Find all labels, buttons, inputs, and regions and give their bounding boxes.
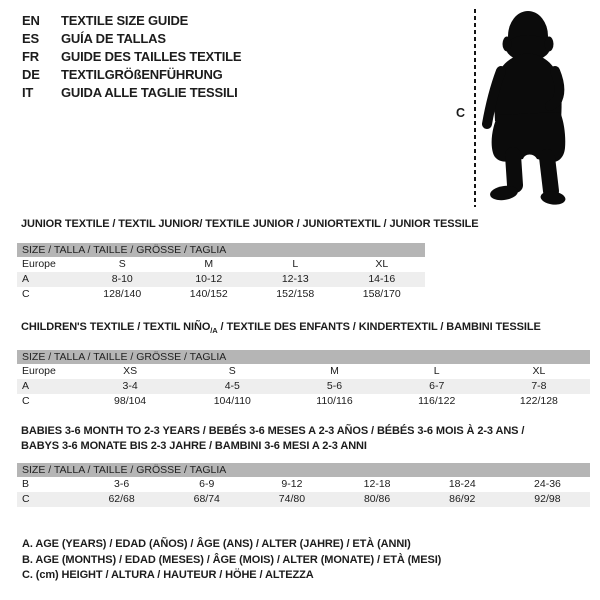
language-row-fr	[22, 48, 241, 66]
age-cell: 12-13	[281, 273, 309, 285]
table-row-height	[17, 394, 590, 409]
height-cell: 62/68	[108, 493, 135, 505]
table-row-age	[17, 379, 590, 394]
size-cell: L	[292, 258, 299, 270]
row-label: C	[22, 288, 30, 300]
language-title: GUÍA DE TALLAS	[61, 31, 166, 46]
language-title: GUIDA ALLE TAGLIE TESSILI	[61, 85, 238, 100]
language-row-en	[22, 12, 241, 30]
months-cell: 9-12	[281, 478, 303, 490]
height-cell: 86/92	[449, 493, 476, 505]
children-section-title	[21, 321, 541, 335]
children-title-post: / TEXTILE DES ENFANTS / KINDERTEXTIL / BAMBINI TESSILE	[217, 321, 541, 333]
table-row-height	[17, 287, 425, 302]
row-label: Europe	[22, 258, 56, 270]
junior-section-title: JUNIOR TEXTILE / TEXTIL JUNIOR/ TEXTILE JUNIOR / JUNIORTEXTIL / JUNIOR TESSILE	[21, 218, 479, 230]
language-code: DE	[22, 67, 40, 82]
months-cell: 3-6	[113, 478, 130, 490]
language-title: TEXTILE SIZE GUIDE	[61, 13, 189, 28]
months-cell: 6-9	[199, 478, 215, 490]
children-title-subscript: /A	[210, 326, 218, 336]
table-row-months	[17, 477, 590, 492]
table-row-europe	[17, 364, 590, 379]
age-cell: 14-16	[368, 273, 396, 285]
language-code: EN	[22, 13, 40, 28]
junior-size-table	[17, 243, 425, 302]
row-label: Europe	[22, 365, 56, 377]
language-row-es	[22, 30, 241, 48]
height-cell: 68/74	[193, 493, 220, 505]
months-cell: 18-24	[448, 478, 476, 490]
language-row-it	[22, 84, 241, 102]
age-cell: 5-6	[326, 380, 343, 392]
months-cell: 12-18	[363, 478, 391, 490]
height-cell: 74/80	[278, 493, 306, 505]
height-cell: 116/122	[418, 395, 456, 407]
age-cell: 10-12	[195, 273, 223, 285]
height-cell: 80/86	[363, 493, 391, 505]
age-cell: 3-4	[122, 380, 138, 392]
babies-section-title	[21, 424, 524, 453]
size-cell: XL	[532, 365, 546, 377]
footnote-c: C. (cm) HEIGHT / ALTURA / HAUTEUR / HÖHE / ALTEZZA	[22, 569, 314, 581]
height-cell: 98/104	[114, 395, 147, 407]
baby-silhouette-image	[482, 9, 566, 207]
babies-title-line2: BABYS 3-6 MONATE BIS 2-3 JAHRE / BAMBINI 3-6 MESI A 2-3 ANNI	[21, 439, 367, 452]
size-cell: M	[204, 258, 214, 270]
months-cell: 24-36	[534, 478, 561, 490]
height-measure-label: C	[456, 106, 466, 120]
height-cell: 158/170	[362, 288, 401, 300]
table-row-europe	[17, 257, 425, 272]
size-header-bar: SIZE / TALLA / TAILLE / GRÖSSE / TAGLIA	[17, 243, 425, 257]
table-row-age	[17, 272, 425, 287]
language-code: IT	[22, 85, 34, 100]
size-cell: XS	[123, 365, 138, 377]
row-label: C	[22, 395, 30, 407]
children-size-table	[17, 350, 590, 409]
row-label: A	[22, 380, 30, 392]
size-cell: L	[433, 365, 440, 377]
height-cell: 128/140	[103, 288, 142, 300]
height-cell: 122/128	[519, 395, 558, 407]
children-title-pre: CHILDREN'S TEXTILE / TEXTIL NIÑO	[21, 321, 211, 333]
height-cell: 140/152	[189, 288, 228, 300]
age-cell: 8-10	[111, 273, 133, 285]
height-cell: 104/110	[213, 395, 251, 407]
row-label: C	[22, 493, 30, 505]
language-code: FR	[22, 49, 39, 64]
language-code: ES	[22, 31, 39, 46]
row-label: A	[22, 273, 30, 285]
babies-size-table	[17, 463, 590, 507]
language-row-de	[22, 66, 241, 84]
size-cell: M	[330, 365, 339, 377]
footnotes	[22, 537, 441, 584]
height-cell: 110/116	[316, 395, 353, 407]
footnote-a: A. AGE (YEARS) / EDAD (AÑOS) / ÂGE (ANS) / ALTER (JAHRE) / ETÀ (ANNI)	[22, 538, 411, 550]
row-label: B	[22, 478, 30, 490]
height-cell: 152/158	[276, 288, 315, 300]
height-cell: 92/98	[534, 493, 561, 505]
babies-title-line1: BABIES 3-6 MONTH TO 2-3 YEARS / BEBÉS 3-6 MESES A 2-3 AÑOS / BÉBÉS 3-6 MOIS À 2-3 ANS /	[21, 425, 525, 437]
age-cell: 6-7	[429, 380, 445, 392]
height-measure-dashed-line	[474, 9, 476, 207]
size-header-bar: SIZE / TALLA / TAILLE / GRÖSSE / TAGLIA	[17, 463, 590, 477]
footnote-b: B. AGE (MONTHS) / EDAD (MESES) / ÂGE (MOIS) / ALTER (MONATE) / ETÀ (MESI)	[22, 553, 442, 566]
size-cell: S	[118, 258, 126, 270]
size-header-bar: SIZE / TALLA / TAILLE / GRÖSSE / TAGLIA	[17, 350, 590, 364]
language-title: GUIDE DES TAILLES TEXTILE	[61, 49, 242, 64]
language-header	[22, 12, 241, 102]
table-row-height	[17, 492, 590, 507]
language-title: TEXTILGRÖßENFÜHRUNG	[61, 67, 223, 82]
size-cell: S	[228, 365, 236, 377]
age-cell: 7-8	[531, 380, 547, 392]
age-cell: 4-5	[224, 380, 240, 392]
size-cell: XL	[375, 258, 389, 270]
